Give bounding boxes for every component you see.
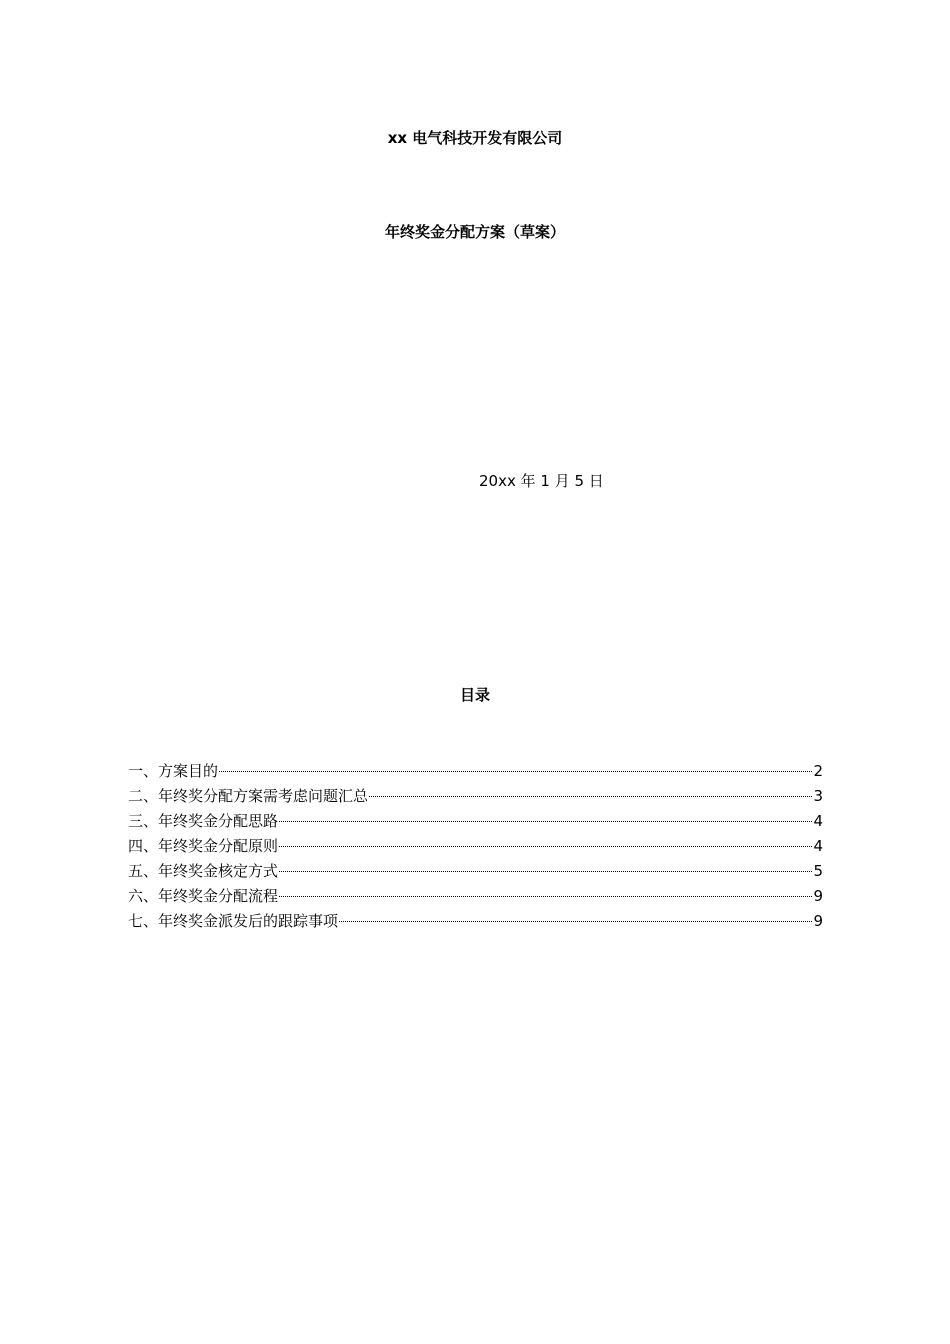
toc-entry[interactable] [128, 761, 823, 786]
toc-entry[interactable] [128, 811, 823, 836]
toc-entry-label: 六、年终奖金分配流程 [128, 887, 279, 905]
toc-entry-page: 4 [813, 837, 823, 855]
toc-dot-leader [279, 896, 812, 897]
toc-entry-page: 9 [813, 887, 823, 905]
toc-dot-leader [279, 821, 812, 822]
company-name: xx 电气科技开发有限公司 [387, 129, 563, 147]
toc-entry-page: 3 [813, 787, 823, 805]
table-of-contents [128, 761, 823, 936]
toc-entry-label: 三、年终奖金分配思路 [128, 812, 279, 830]
toc-heading: 目录 [459, 686, 490, 704]
toc-entry-label: 七、年终奖金派发后的跟踪事项 [128, 912, 339, 930]
toc-entry[interactable] [128, 786, 823, 811]
toc-entry-page: 2 [813, 762, 823, 780]
toc-entry[interactable] [128, 861, 823, 886]
toc-entry-label: 四、年终奖金分配原则 [128, 837, 279, 855]
toc-entry-label: 五、年终奖金核定方式 [128, 862, 279, 880]
toc-entry-label: 一、方案目的 [128, 762, 219, 780]
toc-entry[interactable] [128, 836, 823, 861]
toc-entry-page: 5 [813, 862, 823, 880]
toc-entry-label: 二、年终奖分配方案需考虑问题汇总 [128, 787, 369, 805]
document-date: 20xx 年 1 月 5 日 [479, 472, 604, 490]
toc-dot-leader [339, 921, 812, 922]
document-title: 年终奖金分配方案（草案） [384, 223, 565, 241]
toc-dot-leader [279, 846, 812, 847]
toc-entry-page: 4 [813, 812, 823, 830]
toc-entry[interactable] [128, 886, 823, 911]
toc-entry[interactable] [128, 911, 823, 936]
toc-dot-leader [279, 871, 812, 872]
toc-dot-leader [369, 796, 812, 797]
toc-dot-leader [219, 771, 812, 772]
toc-entry-page: 9 [813, 912, 823, 930]
